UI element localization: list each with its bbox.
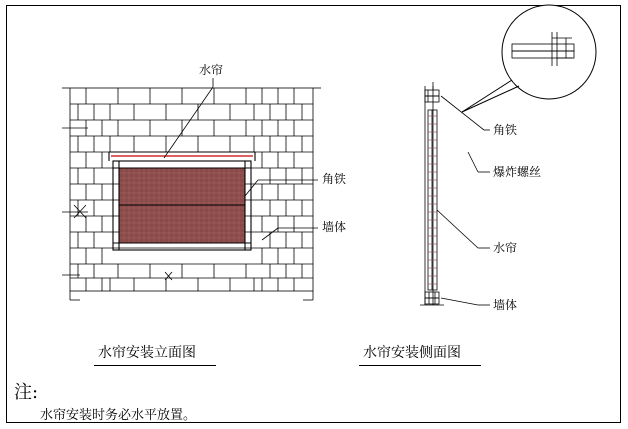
front-label-angle-iron: 角铁 xyxy=(322,172,347,186)
side-view-caption: 水帘安装侧面图 xyxy=(363,345,461,361)
front-label-wall-body: 墙体 xyxy=(322,220,347,234)
side-view-caption-underline xyxy=(359,365,481,366)
front-view-caption: 水帘安装立面图 xyxy=(98,345,196,361)
side-label-wall-body: 墙体 xyxy=(493,298,518,312)
side-label-water-curtain: 水帘 xyxy=(493,241,518,255)
side-label-angle-iron: 角铁 xyxy=(493,123,518,137)
detail-callout xyxy=(462,5,596,112)
side-view-geometry xyxy=(420,82,444,305)
note-body: 水帘安装时务必水平放置。 xyxy=(40,408,197,423)
note-heading: 注: xyxy=(14,382,39,403)
front-view-caption-underline xyxy=(94,365,216,366)
side-label-expansion-bolt: 爆炸螺丝 xyxy=(493,165,542,179)
front-label-water-curtain: 水帘 xyxy=(199,63,224,77)
side-leaders xyxy=(437,96,490,305)
